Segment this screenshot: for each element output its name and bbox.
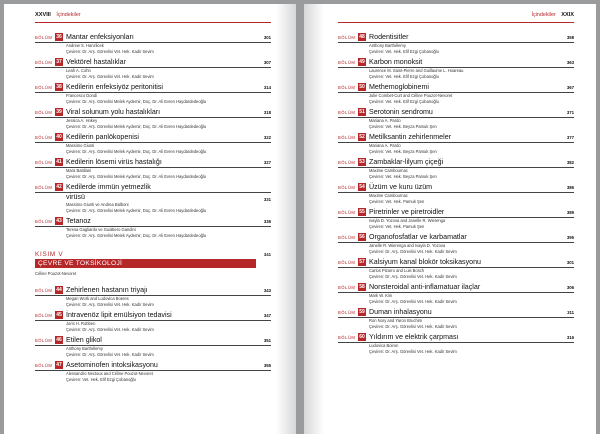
chapter-translator: Çeviren: Vet. Hek. Elif Ezgi Çobanoğlu [66, 377, 136, 382]
chapter-translator: Çeviren: Dr. Arş. Görevlisi Vet. Hek. Kadir Sevim [369, 299, 457, 304]
section-title: İçindekiler [56, 12, 81, 18]
chapter-number-badge: 53 [359, 159, 365, 165]
chapter-label: BÖLÜM [338, 210, 356, 215]
chapter-translator: Çeviren: Vet. Hek. Beyza Pamuk Şen [369, 124, 437, 129]
chapter-translator: Çeviren: Vet. Hek. Elif Ezgi Çobanoğlu [369, 74, 439, 79]
chapter-title[interactable]: Asetominofen intoksikasyonu [66, 361, 158, 369]
chapter-title[interactable]: Yıldırım ve elektrik çarpması [369, 333, 459, 341]
toc-entry[interactable] [35, 285, 271, 308]
chapter-translator: Çeviren: Dr. Arş. Görevlisi Vet. Hek. Kadir Sevim [66, 302, 154, 307]
chapter-number-badge: 44 [56, 287, 62, 293]
entry-title-line [35, 335, 271, 346]
chapter-title[interactable]: Piretrinler ve piretroidler [369, 208, 445, 216]
chapter-number-badge: 60 [359, 334, 365, 340]
page-number: 367 [566, 85, 574, 90]
page-number: 382 [566, 160, 574, 165]
chapter-number-badge: 43 [56, 218, 62, 224]
running-head [527, 12, 574, 18]
chapter-authors: Teresa Gagliardo ve Gualtiero Gandini [66, 227, 136, 232]
entry-title-line [35, 310, 271, 321]
chapter-translator: Çeviren: Vet. Hek. Elif Ezgi Çobanoğlu [369, 49, 439, 54]
toc-entry[interactable] [338, 282, 574, 305]
chapter-title-continued [66, 193, 271, 202]
entry-title-line [338, 57, 574, 68]
chapter-label: BÖLÜM [35, 35, 53, 40]
toc-entry[interactable] [35, 57, 271, 80]
chapter-label: BÖLÜM [338, 160, 356, 165]
page-number: 307 [263, 60, 271, 65]
chapter-number-badge: 39 [56, 109, 62, 115]
chapter-number-badge: 40 [56, 134, 62, 140]
toc-entry[interactable] [35, 335, 271, 358]
chapter-label: BÖLÜM [338, 110, 356, 115]
page-number: 358 [566, 35, 574, 40]
chapter-number-badge: 51 [359, 109, 365, 115]
chapter-label: BÖLÜM [35, 110, 53, 115]
chapter-translator: Çeviren: Vet. Hek. Beyza Pamuk Şen [369, 174, 437, 179]
chapter-number-badge: 41 [56, 159, 62, 165]
page-number: 386 [566, 185, 574, 190]
chapter-title[interactable]: Nonsteroidal anti-inflamatuar ilaçlar [369, 283, 481, 291]
entry-title-line [338, 257, 574, 268]
toc-entry[interactable] [338, 32, 574, 55]
entry-title-line [338, 207, 574, 218]
chapter-number-badge: 52 [359, 134, 365, 140]
entry-title-line [338, 32, 574, 43]
chapter-translator: Çeviren: Dr. Arş. Görevlisi Vet. Hek. Kadir Sevim [66, 352, 154, 357]
chapter-number-badge: 57 [359, 259, 365, 265]
toc-entry[interactable] [35, 182, 271, 214]
entry-title-line [338, 82, 574, 93]
entry-title-line [35, 107, 271, 118]
toc-entry[interactable] [338, 332, 574, 355]
chapter-label: BÖLÜM [338, 35, 356, 40]
page-number: 355 [263, 363, 271, 368]
toc-entry[interactable] [338, 82, 574, 105]
chapter-authors: Mark W. Kim [369, 293, 393, 298]
chapter-label: BÖLÜM [338, 335, 356, 340]
chapter-translator: Çeviren: Dr. Arş. Görevlisi Melek Aydemir, Doç. Dr. Ali Evren Haydardedeoğlu [66, 233, 207, 238]
entry-title-line [338, 232, 574, 243]
chapter-title[interactable]: Vektörel hastalıklar [66, 58, 126, 66]
entry-title-line [35, 157, 271, 168]
chapter-number-badge: 59 [359, 309, 365, 315]
chapter-label: BÖLÜM [338, 260, 356, 265]
entry-title-line [35, 82, 271, 93]
chapter-authors: Alessandro Nectoux and Céline Pouzot-Nevoret [66, 371, 153, 376]
toc-entry[interactable] [338, 232, 574, 255]
page-number: 306 [566, 285, 574, 290]
table-of-contents [35, 32, 271, 385]
chapter-authors: Maxime Cambournac [369, 193, 408, 198]
entry-title-line [35, 182, 271, 193]
chapter-number-badge: 48 [359, 34, 365, 40]
page-number: XXVIII [35, 12, 51, 18]
chapter-title[interactable]: Zehirlenen hastanın triyajı [66, 286, 148, 294]
chapter-title[interactable]: Kedilerde immün yetmezlik [66, 183, 151, 191]
page-number: 301 [263, 35, 271, 40]
toc-entry[interactable] [35, 310, 271, 333]
entry-title-line [35, 32, 271, 43]
entry-title-line [338, 107, 574, 118]
chapter-label: BÖLÜM [35, 363, 53, 368]
chapter-number-badge: 36 [56, 34, 62, 40]
chapter-number-badge: 56 [359, 234, 365, 240]
chapter-translator: Çeviren: Dr. Arş. Görevlisi Vet. Hek. Kadir Sevim [66, 74, 154, 79]
chapter-title[interactable]: Kedilerin lösemi virüs hastalığı [66, 158, 162, 166]
chapter-translator: Çeviren: Dr. Arş. Görevlisi Vet. Hek. Kadir Sevim [369, 324, 457, 329]
chapter-title[interactable]: Etilen glikol [66, 336, 102, 344]
chapter-label: BÖLÜM [338, 135, 356, 140]
toc-entry[interactable] [35, 157, 271, 180]
chapter-authors: Andrew S. Hanzlicek [66, 43, 104, 48]
chapter-number-badge: 47 [56, 362, 62, 368]
chapter-number-badge: 54 [359, 184, 365, 190]
chapter-translator: Çeviren: Dr. Arş. Görevlisi Melek Aydemir, Doç. Dr. Ali Evren Haydardedeoğlu [66, 124, 207, 129]
chapter-number-badge: 38 [56, 84, 62, 90]
page-number: 331 [263, 197, 271, 202]
page-number: 363 [566, 60, 574, 65]
part-editor: Céline Pouzot-Nevoret [35, 271, 77, 276]
page-number: 395 [566, 235, 574, 240]
chapter-translator: Çeviren: Vet. Hek. Pamuk Şen [369, 199, 425, 204]
chapter-translator: Çeviren: Vet. Hek. Pamuk Şen [369, 224, 425, 229]
chapter-number-badge: 37 [56, 59, 62, 65]
chapter-title[interactable]: Zambaklar-lilyum çiçeği [369, 158, 444, 166]
chapter-authors: Mara Battilani [66, 168, 92, 173]
entry-title-line [338, 132, 574, 143]
part-label: KISIM V [35, 251, 64, 258]
toc-entry[interactable] [338, 157, 574, 180]
toc-entry[interactable] [338, 132, 574, 155]
chapter-authors: Laurence M. Saint-Pierre and Guillaume L. Hoareau [369, 68, 464, 73]
header-rule [338, 22, 574, 23]
chapter-title[interactable]: Üzüm ve kuru üzüm [369, 183, 433, 191]
chapter-label: BÖLÜM [338, 235, 356, 240]
toc-entry[interactable] [338, 182, 574, 205]
chapter-label: BÖLÜM [338, 310, 356, 315]
page-number: 371 [566, 110, 574, 115]
right-page [304, 4, 596, 434]
chapter-authors: Ivayla D. Yozova and Janelle R. Wierenga [369, 218, 446, 223]
chapter-title[interactable]: Rodentisitler [369, 33, 409, 41]
page-number: 351 [263, 338, 271, 343]
chapter-authors: Jessica A. Hokey [66, 118, 98, 123]
entry-title-line [338, 332, 574, 343]
chapter-authors: Ron Nory and Yaron Bruchim [369, 318, 423, 323]
chapter-label: BÖLÜM [35, 135, 53, 140]
chapter-translator: Çeviren: Dr. Arş. Görevlisi Melek Aydemir, Doç. Dr. Ali Evren Haydardedeoğlu [66, 208, 207, 213]
chapter-authors: Carlos Pizarro and Luis Bosch [369, 268, 425, 273]
page-number: XXIX [561, 12, 574, 18]
toc-entry[interactable] [35, 216, 271, 239]
chapter-authors: Massimo Giunti ve Andrea Balboni [66, 202, 129, 207]
chapter-label: BÖLÜM [338, 60, 356, 65]
toc-entry[interactable] [338, 257, 574, 280]
chapter-label: BÖLÜM [35, 85, 53, 90]
section-title: İçindekiler [531, 12, 556, 18]
chapter-title[interactable]: Mantar enfeksiyonları [66, 33, 134, 41]
chapter-translator: Çeviren: Dr. Arş. Görevlisi Vet. Hek. Kadir Sevim [369, 249, 457, 254]
chapter-authors: Mariana A. Pardo [369, 143, 401, 148]
chapter-authors: Ludovica Boiron [369, 343, 399, 348]
chapter-authors: Megan Work and Ludovica Boeres [66, 296, 129, 301]
chapter-title[interactable]: İntravenöz lipit emülsiyon tedavisi [66, 311, 172, 319]
chapter-number-badge: 55 [359, 209, 365, 215]
toc-entry[interactable] [338, 107, 574, 130]
part-heading [35, 251, 271, 285]
chapter-title-line2[interactable]: virüsü [66, 193, 85, 201]
entry-title-line [338, 307, 574, 318]
chapter-title[interactable]: Viral solunum yolu hastalıkları [66, 108, 161, 116]
toc-entry[interactable] [35, 132, 271, 155]
chapter-authors: Francesco Dondi [66, 93, 97, 98]
gutter-shadow [276, 4, 296, 434]
toc-entry[interactable] [35, 107, 271, 130]
chapter-translator: Çeviren: Vet. Hek. Beyza Pamuk Şen [369, 149, 437, 154]
toc-entry[interactable] [35, 32, 271, 55]
chapter-label: BÖLÜM [35, 219, 53, 224]
chapter-title[interactable]: Kedilerin enfeksiyöz peritonitisi [66, 83, 163, 91]
entry-title-line [35, 216, 271, 227]
page-number: 301 [566, 260, 574, 265]
chapter-label: BÖLÜM [338, 185, 356, 190]
chapter-translator: Çeviren: Dr. Arş. Görevlisi Vet. Hek. Kadir Sevim [66, 49, 154, 54]
chapter-authors: Joris H. Robben [66, 321, 96, 326]
chapter-number-badge: 46 [56, 337, 62, 343]
part-title-bar[interactable]: ÇEVRE VE TOKSİKOLOJİ [35, 259, 256, 268]
chapter-number-badge: 49 [359, 59, 365, 65]
chapter-translator: Çeviren: Dr. Arş. Görevlisi Vet. Hek. Kadir Sevim [66, 327, 154, 332]
entry-title-line [35, 132, 271, 143]
page-number: 389 [566, 210, 574, 215]
entry-title-line [35, 57, 271, 68]
chapter-translator: Çeviren: Vet. Hek. Elif Ezgi Çobanoğlu [369, 99, 439, 104]
chapter-authors: Anthony Barthélemy [66, 346, 103, 351]
entry-title-line [338, 157, 574, 168]
running-head [35, 12, 85, 18]
page-number: 311 [567, 310, 574, 315]
page-number: 314 [263, 85, 271, 90]
chapter-title[interactable]: Organofosfatlar ve karbamatlar [369, 233, 467, 241]
chapter-title[interactable]: Kalsiyum kanal blokör toksikasyonu [369, 258, 481, 266]
page-number: 347 [263, 313, 271, 318]
chapter-authors: Julie Combet-Curt and Céline Pouzot-Nevoret [369, 93, 453, 98]
page-number: 316 [566, 335, 574, 340]
chapter-title[interactable]: Duman inhalasyonu [369, 308, 432, 316]
chapter-number-badge: 45 [56, 312, 62, 318]
page-number: 322 [263, 135, 271, 140]
left-page [4, 4, 296, 434]
entry-title-line [338, 182, 574, 193]
chapter-authors: Leah A. Cohn [66, 68, 91, 73]
entry-title-line [35, 360, 271, 371]
toc-entry[interactable] [338, 307, 574, 330]
toc-entry[interactable] [338, 57, 574, 80]
chapter-translator: Çeviren: Dr. Arş. Görevlisi Melek Aydemir, Doç. Dr. Ali Evren Haydardedeoğlu [66, 99, 207, 104]
page-number: 327 [263, 160, 271, 165]
chapter-title[interactable]: Metilksantin zehirlenmeler [369, 133, 452, 141]
chapter-translator: Çeviren: Dr. Arş. Görevlisi Vet. Hek. Kadir Sevim [369, 274, 457, 279]
chapter-label: BÖLÜM [35, 338, 53, 343]
entry-title-line [338, 282, 574, 293]
entry-title-line [35, 285, 271, 296]
chapter-label: BÖLÜM [35, 185, 53, 190]
chapter-number-badge: 42 [56, 184, 62, 190]
chapter-authors: Maxime Cambournac [369, 168, 408, 173]
chapter-title[interactable]: Tetanoz [66, 217, 91, 225]
chapter-translator: Çeviren: Dr. Arş. Görevlisi Melek Aydemir, Doç. Dr. Ali Evren Haydardedeoğlu [66, 149, 207, 154]
chapter-title[interactable]: Kedilerin panlökopenisi [66, 133, 139, 141]
chapter-authors: Anthony Barthélemy [369, 43, 406, 48]
chapter-authors: Janelle R. Wierenga and Ivayla D. Yozova [369, 243, 446, 248]
chapter-number-badge: 58 [359, 284, 365, 290]
page-number: 336 [263, 219, 271, 224]
chapter-label: BÖLÜM [338, 285, 356, 290]
page-number: 343 [263, 288, 271, 293]
gutter-shadow [304, 4, 324, 434]
table-of-contents [338, 32, 574, 357]
chapter-title[interactable]: Methemoglobinemi [369, 83, 429, 91]
toc-entry[interactable] [35, 82, 271, 105]
chapter-label: BÖLÜM [35, 60, 53, 65]
chapter-authors: Massimo Giunti [66, 143, 95, 148]
chapter-title[interactable]: Karbon monoksit [369, 58, 423, 66]
header-rule [35, 22, 271, 23]
page-number: 318 [263, 110, 271, 115]
chapter-translator: Çeviren: Dr. Arş. Görevlisi Vet. Hek. Kadir Sevim [369, 349, 457, 354]
chapter-authors: Mariana A. Pardo [369, 118, 401, 123]
chapter-label: BÖLÜM [338, 85, 356, 90]
chapter-label: BÖLÜM [35, 288, 53, 293]
page-number: 341 [263, 252, 271, 257]
toc-entry[interactable] [35, 360, 271, 383]
page-number: 377 [566, 135, 574, 140]
chapter-translator: Çeviren: Dr. Arş. Görevlisi Melek Aydemir, Doç. Dr. Ali Evren Haydardedeoğlu [66, 174, 207, 179]
chapter-title[interactable]: Serotonin sendromu [369, 108, 433, 116]
chapter-label: BÖLÜM [35, 160, 53, 165]
chapter-number-badge: 50 [359, 84, 365, 90]
chapter-label: BÖLÜM [35, 313, 53, 318]
toc-entry[interactable] [338, 207, 574, 230]
